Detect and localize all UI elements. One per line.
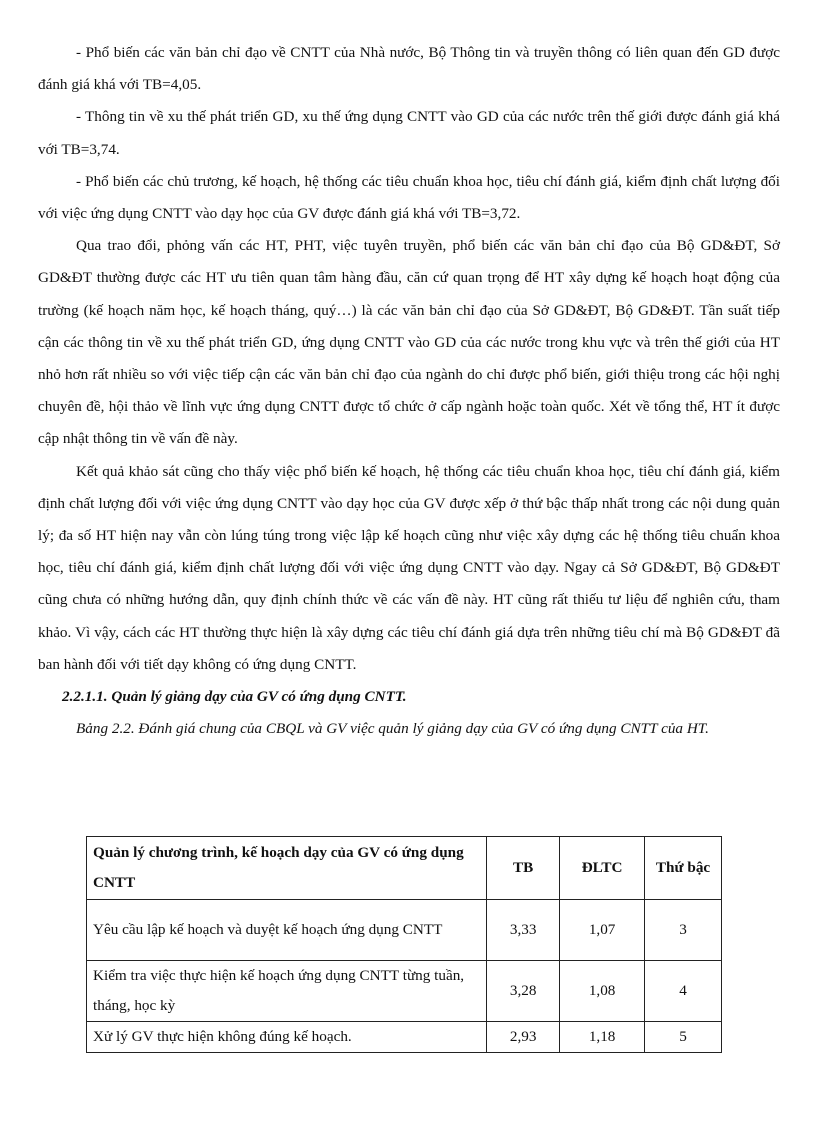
- row-3-dltc: 1,18: [560, 1022, 645, 1053]
- table-caption: Bảng 2.2. Đánh giá chung của CBQL và GV việc quản lý giảng dạy của GV có ứng dụng CNTT của HT.: [76, 720, 709, 738]
- header-content: Quản lý chương trình, kế hoạch dạy của GV có ứng dụng CNTT: [87, 837, 487, 900]
- row-2-content: Kiểm tra việc thực hiện kế hoạch ứng dụng CNTT từng tuần, tháng, học kỳ: [87, 961, 487, 1022]
- header-dltc: ĐLTC: [560, 837, 645, 900]
- header-rank: Thứ bậc: [645, 837, 722, 900]
- header-tb: TB: [487, 837, 560, 900]
- evaluation-table: [86, 836, 722, 1053]
- row-3-tb: 2,93: [487, 1022, 560, 1053]
- section-heading: 2.2.1.1. Quản lý giảng dạy của GV có ứng dụng CNTT.: [62, 688, 407, 706]
- row-1-rank: 3: [645, 900, 722, 961]
- table-header-row: [87, 837, 722, 900]
- row-1-dltc: 1,07: [560, 900, 645, 961]
- row-2-tb: 3,28: [487, 961, 560, 1022]
- row-2-rank: 4: [645, 961, 722, 1022]
- row-2-dltc: 1,08: [560, 961, 645, 1022]
- paragraph-4: Qua trao đổi, phỏng vấn các HT, PHT, việc tuyên truyền, phổ biến các văn bản chỉ đạo của Bộ GD&ĐT, Sở GD&ĐT thường được các HT ưu tiên quan tâm hàng đầu, căn cứ quan trọng để HT xây dựng kế hoạch hoạt động của trường (kế hoạch năm học, kế hoạch tháng, quý…) là các văn bản chỉ đạo của Sở GD&ĐT, Bộ GD&ĐT. Tần suất tiếp cận các thông tin về xu thế phát triển GD, ứng dụng CNTT vào GD của các nước trong khu vực và trên thế giới của HT nhỏ hơn rất nhiều so với việc tiếp cận các văn bản chỉ đạo của ngành do chỉ được phổ biến, giới thiệu trong các hội nghị chuyên đề, hội thảo về lĩnh vực ứng dụng CNTT được tổ chức ở cấp ngành hoặc toàn quốc. Xét về tổng thể, HT ít được cập nhật thông tin về vấn đề này.: [38, 237, 780, 448]
- paragraph-3: - Phổ biến các chủ trương, kế hoạch, hệ thống các tiêu chuẩn khoa học, tiêu chí đánh giá, kiểm định chất lượng đối với việc ứng dụng CNTT vào dạy học của GV được đánh giá khá với TB=3,72.: [38, 172, 780, 223]
- document-body: [38, 37, 780, 745]
- table-row: [87, 961, 722, 1022]
- row-1-tb: 3,33: [487, 900, 560, 961]
- row-3-content: Xử lý GV thực hiện không đúng kế hoạch.: [87, 1022, 487, 1053]
- row-1-content: Yêu cầu lập kế hoạch và duyệt kế hoạch ứng dụng CNTT: [87, 900, 487, 961]
- paragraph-5: Kết quả khảo sát cũng cho thấy việc phổ biến kế hoạch, hệ thống các tiêu chuẩn khoa học, tiêu chí đánh giá, kiểm định chất lượng đối với việc ứng dụng CNTT vào dạy học của GV được xếp ở thứ bậc thấp nhất trong các nội dung quản lý; đa số HT hiện nay vẫn còn lúng túng trong việc lập kế hoạch cũng như việc xây dựng các hệ thống tiêu chuẩn khoa học, tiêu chí đánh giá, kiểm định chất lượng đối với việc ứng dụng CNTT vào dạy. Ngay cả Sở GD&ĐT, Bộ GD&ĐT cũng chưa có những hướng dẫn, quy định chính thức về các vấn đề này. HT cũng rất thiếu tư liệu để nghiên cứu, tham khảo. Vì vậy, cách các HT thường thực hiện là xây dựng các tiêu chí đánh giá dựa trên những tiêu chí mà Bộ GD&ĐT đã ban hành đối với tiết dạy không có ứng dụng CNTT.: [38, 462, 780, 673]
- row-3-rank: 5: [645, 1022, 722, 1053]
- paragraph-2: - Thông tin về xu thế phát triển GD, xu thế ứng dụng CNTT vào GD của các nước trên thế giới được đánh giá khá với TB=3,74.: [38, 108, 780, 158]
- paragraph-1: - Phổ biến các văn bản chỉ đạo về CNTT của Nhà nước, Bộ Thông tin và truyền thông có liên quan đến GD được đánh giá khá với TB=4,05.: [38, 44, 780, 94]
- table-row: [87, 1022, 722, 1053]
- table-row: [87, 900, 722, 961]
